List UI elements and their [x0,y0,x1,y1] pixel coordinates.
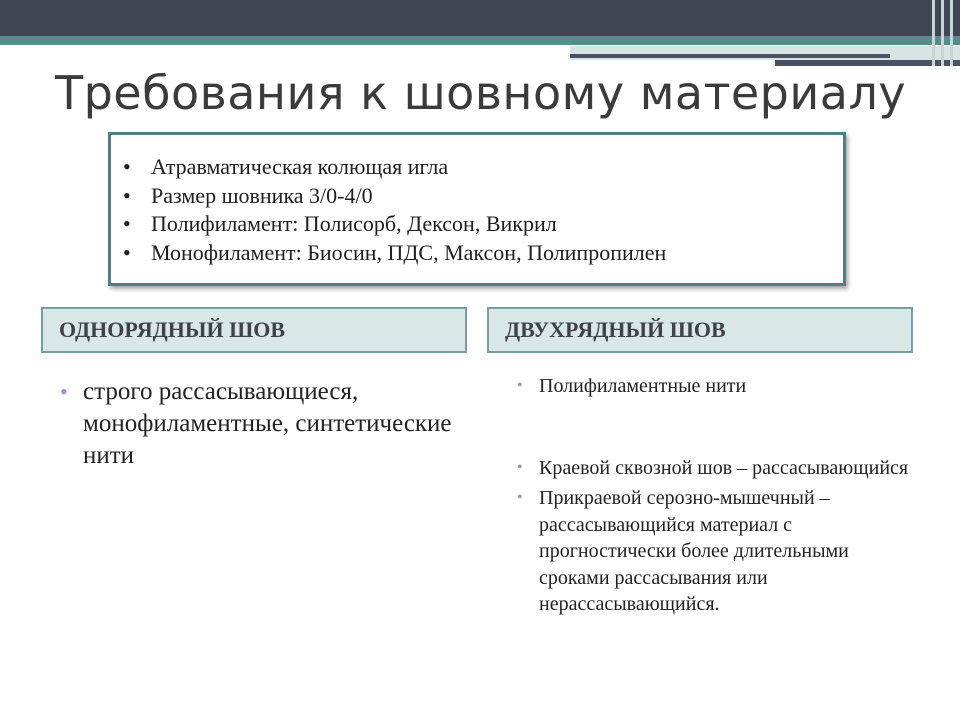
bullet-icon: • [517,377,523,394]
list-item-text: Полифиламент: Полисорб, Дексон, Викрил [151,211,557,236]
list-item-text: Атравматическая колющая игла [151,154,449,179]
list-item [512,485,922,618]
list-item-text: Монофиламент: Биосин, ПДС, Максон, Полипропилен [151,239,667,265]
top-decor-bar [0,0,960,36]
bullet-icon: • [517,458,523,476]
double-row-suture-header: ДВУХРЯДНЫЙ ШОВ [487,307,913,353]
list-item [119,182,843,211]
list-item [119,210,843,239]
bullet-icon: • [123,182,131,208]
single-row-suture-header: ОДНОРЯДНЫЙ ШОВ [41,307,467,353]
list-item [56,376,456,472]
list-item-text: Прикраевой серозно-мышечный – рассасывающийся материал с прогностически более длительными сроками рассасывания или нерассасывающийся. [539,487,849,615]
requirements-list [111,135,843,267]
bullet-icon: • [123,211,131,236]
decor-stripe-dark [570,54,890,58]
single-row-list [56,376,456,472]
double-row-list [512,373,922,618]
top-accent-line [0,36,960,45]
bullet-icon: • [123,239,131,265]
bullet-icon: • [60,379,68,404]
list-item [119,239,843,268]
bullet-icon: • [123,154,131,179]
slide-title: Требования к шовному материалу [55,66,907,120]
list-item-text: Краевой сквозной шов – рассасывающийся [539,456,909,479]
list-item-text: Полифиламентные нити [539,375,747,397]
list-item-text: Размер шовника 3/0-4/0 [151,182,373,208]
list-item-text: строго рассасывающиеся, монофиламентные, синтетические нити [83,378,452,469]
requirements-box [108,132,846,286]
decor-vertical-lines [930,0,960,66]
list-item [512,455,922,482]
list-item [119,153,843,182]
list-item [512,373,922,400]
bullet-icon: • [517,489,523,506]
